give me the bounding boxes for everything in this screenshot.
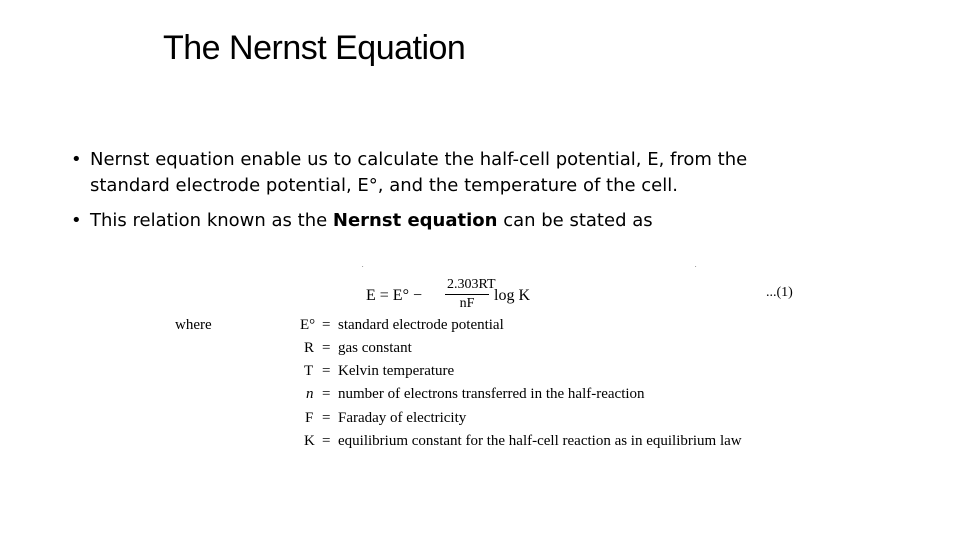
definition-equals: = xyxy=(322,317,331,333)
definition-symbol: K xyxy=(304,433,315,449)
definition-meaning: gas constant xyxy=(338,340,412,356)
equation-number: ...(1) xyxy=(766,285,793,300)
bullet-text-after: can be stated as xyxy=(497,210,653,231)
bullet-text-before: This relation known as the xyxy=(90,210,333,231)
definition-symbol: E° xyxy=(300,317,316,333)
definition-equals: = xyxy=(322,386,331,402)
definition-equals: = xyxy=(322,410,331,426)
fraction-denominator: nF xyxy=(459,296,475,311)
definition-meaning: Kelvin temperature xyxy=(338,363,455,379)
equation-lhs: E = E° − xyxy=(366,287,422,304)
figure-mark: . xyxy=(695,263,697,269)
definition-meaning: number of electrons transferred in the half-reaction xyxy=(338,386,645,402)
equation-log-term: log K xyxy=(494,287,530,304)
definition-equals: = xyxy=(322,340,331,356)
bullet-item-1 xyxy=(71,147,831,199)
definition-symbol: n xyxy=(306,386,314,402)
definition-symbol: T xyxy=(304,363,314,379)
definition-equals: = xyxy=(322,363,331,379)
bullet-text: Nernst equation enable us to calculate the half-cell potential, E, from the standard electrode potential, E°, and the temperature of the cell. xyxy=(90,149,748,196)
fraction-numerator: 2.303RT xyxy=(445,277,489,295)
definition-equals: = xyxy=(322,433,331,449)
bullet-icon: • xyxy=(71,210,82,231)
where-label: where xyxy=(175,317,212,333)
bullet-icon: • xyxy=(71,149,82,170)
equation-image xyxy=(170,263,810,463)
bullet-text-bold: Nernst equation xyxy=(332,210,498,231)
bullet-item-2 xyxy=(71,208,831,234)
equation-fraction xyxy=(445,277,496,312)
definition-meaning: equilibrium constant for the half-cell reaction as in equilibrium law xyxy=(338,433,742,449)
definition-symbol: R xyxy=(304,340,315,356)
slide-title: The Nernst Equation xyxy=(163,29,466,67)
bullet-list xyxy=(71,147,831,234)
figure-mark: . xyxy=(362,263,364,269)
definition-meaning: standard electrode potential xyxy=(338,317,504,333)
definition-meaning: Faraday of electricity xyxy=(338,410,467,426)
definition-symbol: F xyxy=(305,410,314,426)
